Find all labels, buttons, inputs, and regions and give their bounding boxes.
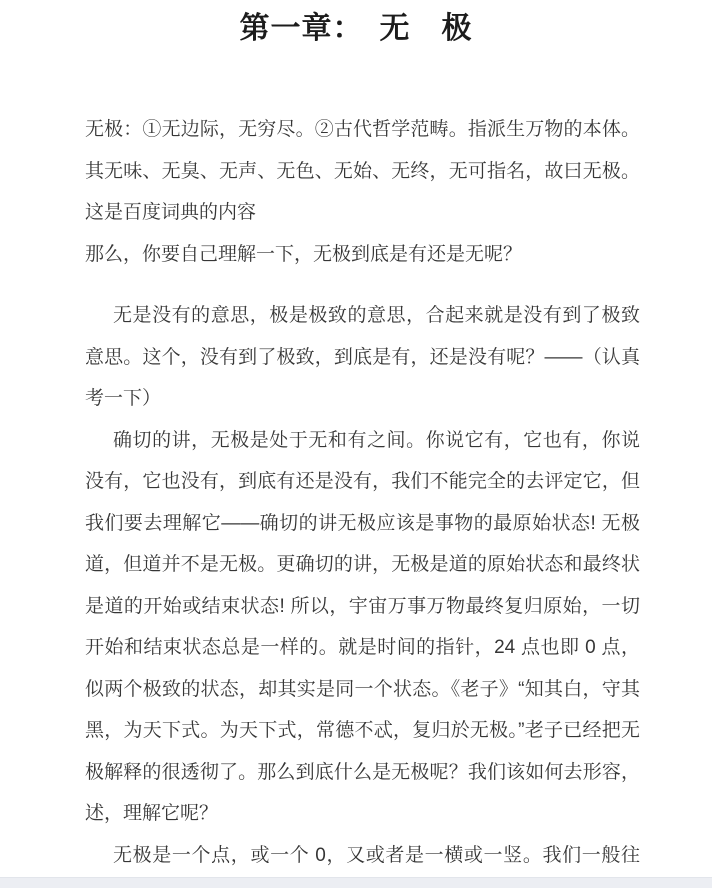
paragraph-meaning (85, 295, 640, 420)
text-line: 无极是一个点，或一个 0，又或者是一横或一竖。我们一般往 (113, 844, 640, 866)
text-line: 其无味、无臭、无声、无色、无始、无终，无可指名，故曰无极。 (85, 160, 640, 182)
horizontal-scrollbar-track[interactable] (0, 877, 712, 888)
text-line: 开始和结束状态总是一样的。就是时间的指针，24 点也即 0 点， (85, 637, 640, 658)
document-body (85, 109, 640, 876)
page-title: 第一章： 无 极 (239, 12, 473, 45)
paragraph-question (85, 234, 640, 276)
text-line: 我们要去理解它——确切的讲无极应该是事物的最原始状态! 无极 (85, 512, 640, 534)
text-line: 道，但道并不是无极。更确切的讲，无极是道的原始状态和最终状 (85, 554, 640, 575)
text-line: 没有，它也没有，到底有还是没有，我们不能完全的去评定它，但 (85, 471, 640, 492)
text-line: 意思。这个，没有到了极致，到底是有，还是没有呢？——（认真 (85, 346, 640, 368)
text-line: 黑，为天下式。为天下式，常德不忒，复归於无极。”老子已经把无 (85, 720, 640, 741)
text-line: 无是没有的意思，极是极致的意思，合起来就是没有到了极致 (113, 305, 640, 326)
text-line: 无极：①无边际，无穷尽。②古代哲学范畴。指派生万物的本体。 (85, 119, 640, 140)
text-line: 述，理解它呢？ (85, 803, 219, 824)
text-line: 那么，你要自己理解一下，无极到底是有还是无呢？ (85, 243, 523, 265)
paragraph-dict-definition (85, 109, 640, 192)
text-line: 是道的开始或结束状态! 所以，宇宙万事万物最终复归原始，一切 (85, 595, 640, 617)
paragraph-dict-source (85, 192, 640, 234)
text-line: 这是百度词典的内容 (85, 202, 257, 223)
text-line: 考一下） (85, 388, 162, 409)
text-line: 确切的讲，无极是处于无和有之间。你说它有，它也有，你说 (113, 429, 640, 451)
paragraph-explanation (85, 420, 640, 835)
text-line: 似两个极致的状态，却其实是同一个状态。《老子》“知其白，守其 (85, 678, 640, 700)
text-line: 极解释的很透彻了。那么到底什么是无极呢？我们该如何去形容， (85, 761, 640, 783)
paragraph-point (85, 835, 640, 877)
